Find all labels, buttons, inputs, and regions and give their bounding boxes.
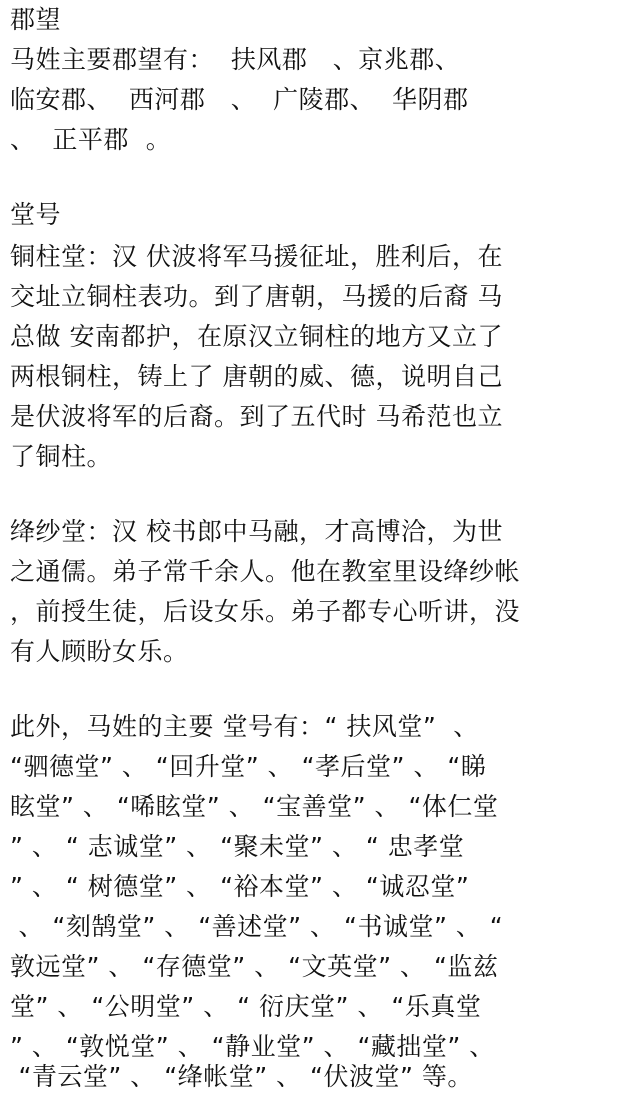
text-line: 堂” 、 “公明堂” 、 “ 衍庆堂” 、 “乐真堂 — [10, 992, 482, 1021]
text-line: 两根铜柱，铸上了 唐朝的威、德，说明自己 — [10, 362, 503, 391]
text-line: 交址立铜柱表功。到了唐朝，马援的后裔 马 — [10, 282, 503, 311]
text-line: 此外，马姓的主要 堂号有：“ 扶风堂” 、 — [10, 712, 479, 741]
text-line: 总做 安南都护，在原汉立铜柱的地方又立了 — [10, 322, 503, 351]
text-line: ” 、 “ 志诚堂” 、 “聚未堂” 、 “ 忠孝堂 — [10, 832, 465, 861]
text-line: 铜柱堂：汉 伏波将军马援征址，胜利后，在 — [10, 242, 503, 271]
text-line: 之通儒。弟子常千余人。他在教室里设绛纱帐 — [10, 557, 521, 586]
text-line: 有人顾盼女乐。 — [10, 637, 189, 666]
text-line: 临安郡、 西河郡 、 广陵郡、 华阴郡 — [10, 85, 469, 114]
text-line: ” 、 “敦悦堂” 、 “静业堂” 、 “藏拙堂” 、 — [10, 1032, 495, 1061]
heading-junwang: 郡望 — [10, 5, 62, 34]
text-line: ，前授生徒，后设女乐。弟子都专心听讲，没 — [10, 597, 521, 626]
text-line: 、 正平郡 。 — [10, 125, 172, 154]
text-line: 马姓主要郡望有： 扶风郡 、京兆郡、 — [10, 45, 461, 74]
text-line: 绛纱堂：汉 校书郎中马融，才高博洽，为世 — [10, 517, 503, 546]
text-line: ” 、 “ 树德堂” 、 “裕本堂” 、 “诚忍堂” — [10, 872, 470, 901]
text-line: “驷德堂” 、 “回升堂” 、 “孝后堂” 、 “睇 — [10, 752, 487, 781]
text-line: 了铜柱。 — [10, 442, 113, 471]
text-line: 、 “刻鹄堂” 、 “善述堂” 、 “书诚堂” 、 “ — [10, 912, 504, 941]
text-line: 眩堂” 、 “唏眩堂” 、 “宝善堂” 、 “体仁堂 — [10, 792, 499, 821]
text-line: “青云堂” 、 “绛帐堂” 、 “伏波堂” 等。 — [10, 1062, 473, 1091]
heading-tanghao: 堂号 — [10, 200, 62, 229]
text-line: 敦远堂” 、 “存德堂” 、 “文英堂” 、 “监兹 — [10, 952, 499, 981]
text-line: 是伏波将军的后裔。到了五代时 马希范也立 — [10, 402, 503, 431]
